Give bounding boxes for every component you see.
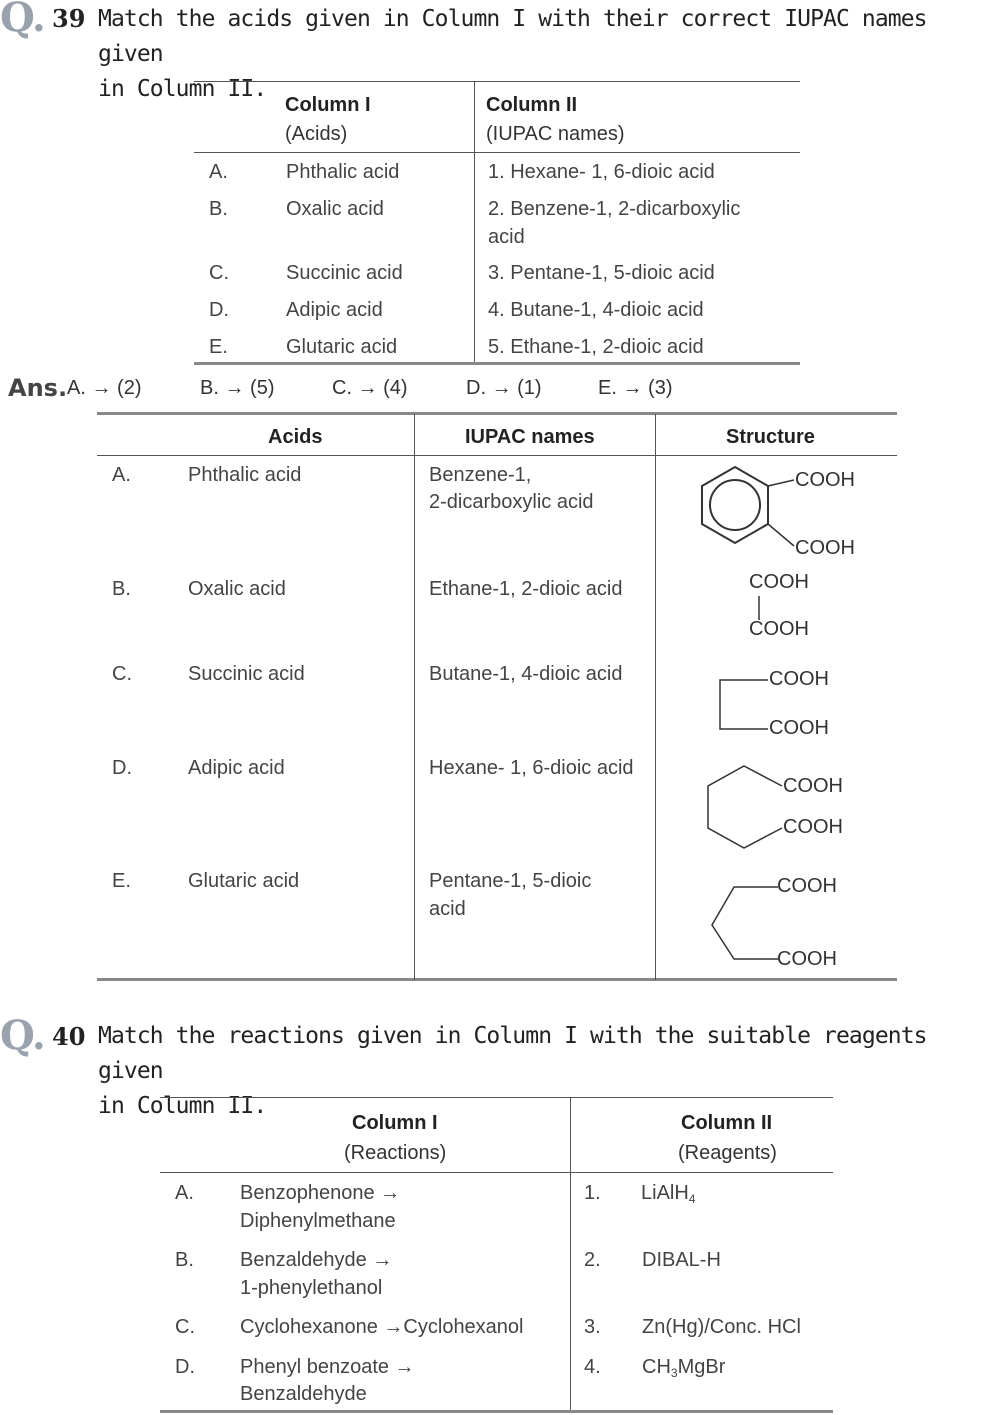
table-row-letter: A.	[209, 161, 228, 183]
table-row-reagent: Zn(Hg)/Conc. HCl	[642, 1316, 801, 1338]
table-row-iupac: Hexane- 1, 6-dioic acid	[429, 757, 634, 779]
table-row-acid: Glutaric acid	[286, 336, 398, 358]
cooh-label: COOH	[769, 717, 829, 739]
answer-letter: C.	[332, 377, 352, 399]
q40-col2-title: Column II	[681, 1112, 773, 1134]
question-40-line2: in Column II.	[98, 1093, 267, 1119]
reagent-text-tail: MgBr	[677, 1356, 726, 1378]
right-arrow-icon: →	[91, 377, 112, 399]
table-row-letter: B.	[209, 198, 228, 220]
cooh-label: COOH	[749, 618, 809, 640]
question-39-line1: Match the acids given in Column I with their correct IUPAC names given	[98, 6, 927, 67]
answer-pair-e	[598, 377, 672, 400]
table-row-acid: Glutaric acid	[188, 870, 300, 892]
table-row-number: 4.	[584, 1356, 601, 1378]
cooh-label: COOH	[783, 775, 843, 797]
question-number-39: 39	[52, 4, 86, 33]
reagent-subscript: 4	[688, 1192, 696, 1206]
table-row-iupac: 1. Hexane- 1, 6-dioic acid	[488, 161, 715, 183]
table-row-reaction: Benzaldehyde →	[240, 1249, 393, 1271]
table-row-reaction: Cyclohexanone →Cyclohexanol	[240, 1316, 524, 1338]
table-row-reaction-cont: Diphenylmethane	[240, 1210, 396, 1232]
table-row-number: 3.	[584, 1316, 601, 1338]
table-row-acid: Adipic acid	[286, 299, 383, 321]
right-arrow-icon: →	[622, 377, 643, 399]
table-row-letter: C.	[112, 663, 132, 685]
table-row-iupac: Pentane-1, 5-dioic	[429, 870, 592, 892]
table-row-acid: Adipic acid	[188, 757, 285, 779]
right-arrow-icon: →	[224, 377, 245, 399]
table-row-iupac-cont: 2-dicarboxylic acid	[429, 491, 594, 513]
answer-pair-a	[67, 377, 141, 400]
phthalic-acid-structure	[690, 458, 800, 558]
table-row-acid: Phthalic acid	[188, 464, 302, 486]
table-row-iupac: 4. Butane-1, 4-dioic acid	[488, 299, 704, 321]
table-row-iupac-cont: acid	[429, 898, 466, 920]
question-number-40: 40	[52, 1022, 86, 1051]
right-arrow-icon: →	[491, 377, 512, 399]
question-mark-q39: Q.	[0, 0, 45, 41]
table-row-acid: Oxalic acid	[286, 198, 384, 220]
question-mark-q40: Q.	[0, 1012, 45, 1059]
q40-col1-title: Column I	[352, 1112, 438, 1134]
table-row-reaction: Phenyl benzoate →	[240, 1356, 415, 1378]
cooh-label: COOH	[769, 668, 829, 690]
answer-value: (2)	[117, 377, 142, 399]
table-row-acid: Oxalic acid	[188, 578, 286, 600]
table-row-letter: A.	[112, 464, 131, 486]
answer-letter: B.	[200, 377, 219, 399]
adipic-acid-structure	[704, 762, 794, 857]
q40-col1-subtitle: (Reactions)	[344, 1142, 447, 1164]
answer-value: (4)	[383, 377, 408, 399]
table-row-iupac: Butane-1, 4-dioic acid	[429, 663, 623, 685]
question-40-line1: Match the reactions given in Column I with the suitable reagents given	[98, 1023, 927, 1084]
right-arrow-icon: →	[357, 377, 378, 399]
table-row-iupac: Ethane-1, 2-dioic acid	[429, 578, 623, 600]
table-row-letter: B.	[175, 1249, 194, 1271]
answer-col-iupac: IUPAC names	[465, 426, 595, 448]
answer-letter: A.	[67, 377, 86, 399]
answer-pair-c	[332, 377, 408, 400]
table-row-iupac-cont: acid	[488, 226, 525, 248]
cooh-label: COOH	[749, 571, 809, 593]
table-row-reaction-cont: Benzaldehyde	[240, 1383, 367, 1405]
answer-value: (1)	[517, 377, 542, 399]
table-row-letter: E.	[209, 336, 228, 358]
table-row-letter: C.	[209, 262, 229, 284]
answer-value: (3)	[648, 377, 673, 399]
table-row-acid: Succinic acid	[188, 663, 305, 685]
table-row-letter: D.	[175, 1356, 195, 1378]
answer-col-acids: Acids	[268, 426, 323, 448]
table-row-letter: D.	[209, 299, 229, 321]
table-row-number: 2.	[584, 1249, 601, 1271]
question-39-line2: in Column II.	[98, 76, 267, 102]
table-row-letter: D.	[112, 757, 132, 779]
table-row-letter: E.	[112, 870, 131, 892]
answer-letter: E.	[598, 377, 617, 399]
answer-col-structure: Structure	[726, 426, 815, 448]
table-row-reagent	[641, 1179, 695, 1213]
q39-col1-subtitle: (Acids)	[285, 123, 348, 145]
cooh-label: COOH	[795, 469, 855, 491]
cooh-label: COOH	[783, 816, 843, 838]
table-row-iupac: 2. Benzene-1, 2-dicarboxylic	[488, 198, 741, 220]
table-row-reaction-cont: 1-phenylethanol	[240, 1277, 383, 1299]
q39-col2-title: Column II	[486, 94, 578, 116]
reagent-subscript: 3	[670, 1366, 678, 1380]
table-row-iupac: 3. Pentane-1, 5-dioic acid	[488, 262, 715, 284]
answer-label: Ans.	[8, 374, 68, 402]
reagent-text: CH	[642, 1356, 671, 1378]
table-row-iupac: 5. Ethane-1, 2-dioic acid	[488, 336, 704, 358]
table-row-number: 1.	[584, 1182, 601, 1204]
succinic-acid-structure	[716, 676, 776, 736]
q39-col1-title: Column I	[285, 94, 371, 116]
reagent-text: LiAlH	[641, 1182, 689, 1204]
table-row-reaction: Benzophenone →	[240, 1182, 401, 1204]
cooh-label: COOH	[777, 948, 837, 970]
table-row-acid: Succinic acid	[286, 262, 403, 284]
table-row-letter: C.	[175, 1316, 195, 1338]
question-40-text	[98, 1019, 994, 1124]
answer-value: (5)	[250, 377, 275, 399]
q39-col2-subtitle: (IUPAC names)	[486, 123, 625, 145]
table-row-letter: A.	[175, 1182, 194, 1204]
cooh-label: COOH	[795, 537, 855, 559]
answer-pair-b	[200, 377, 274, 400]
q40-col2-subtitle: (Reagents)	[678, 1142, 777, 1164]
table-row-reagent	[642, 1353, 725, 1387]
table-row-acid: Phthalic acid	[286, 161, 400, 183]
table-row-iupac: Benzene-1,	[429, 464, 532, 486]
table-row-letter: B.	[112, 578, 131, 600]
answer-letter: D.	[466, 377, 486, 399]
table-row-reagent: DIBAL-H	[642, 1249, 721, 1271]
cooh-label: COOH	[777, 875, 837, 897]
answer-pair-d	[466, 377, 542, 400]
